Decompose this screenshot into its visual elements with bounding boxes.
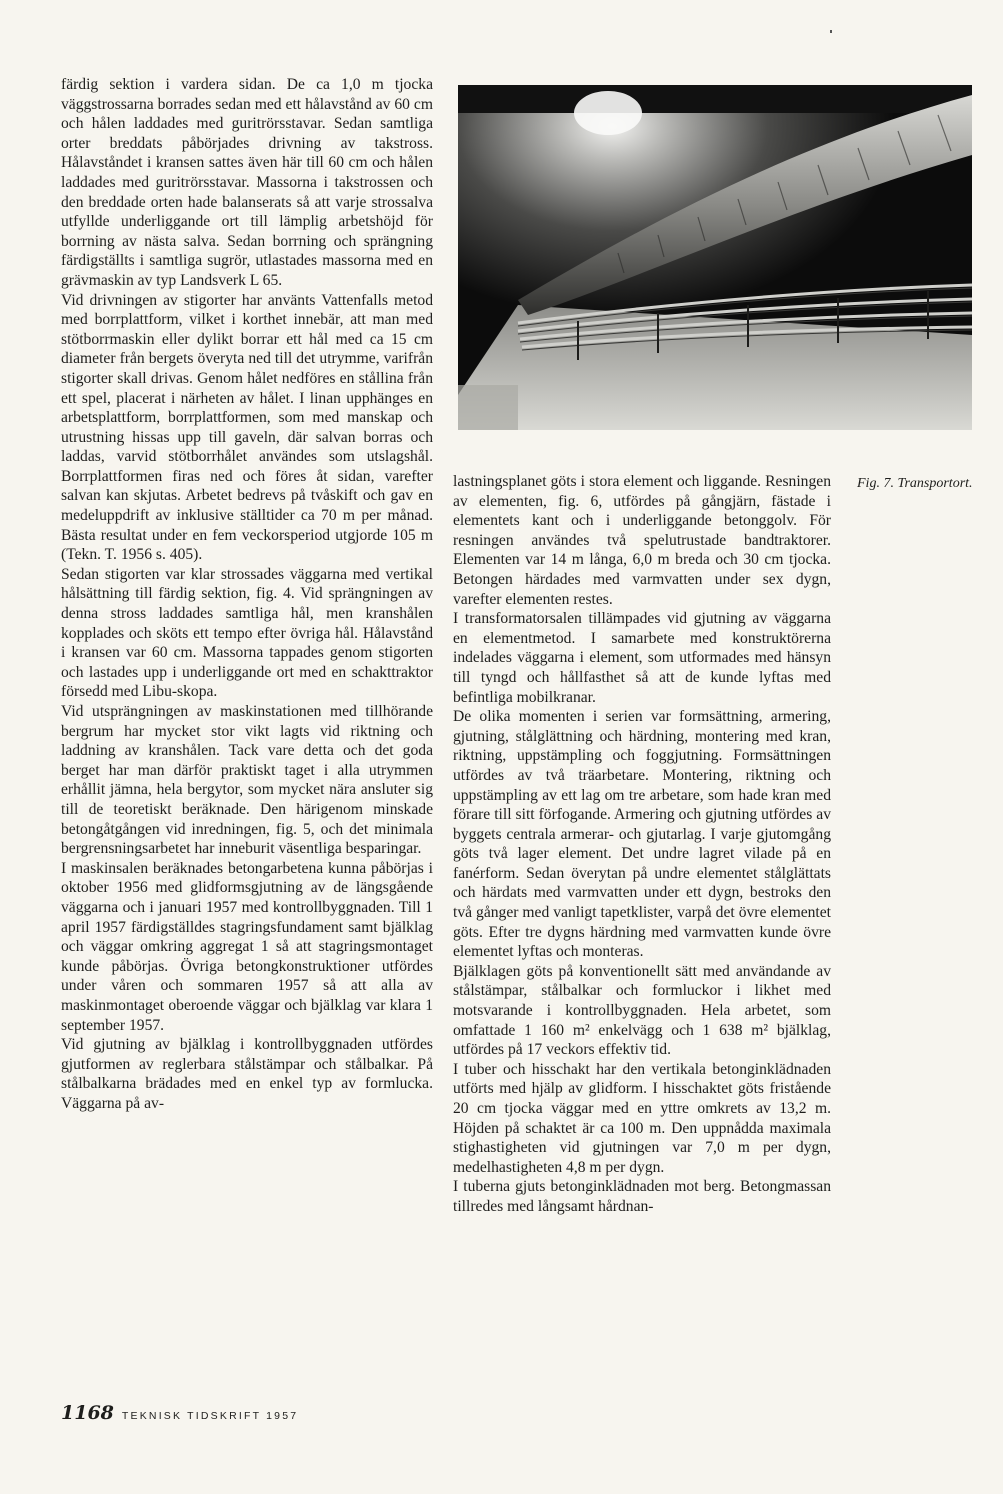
paragraph: I maskinsalen beräknades betongarbetena kunna påbörjas i oktober 1956 med glidformsgjutning av de längsgående väggarna och i januari 1957 med kontrollbyggnaden. Till 1 april 1957 färdigställdes stagringsfundament samt bjälklag och väggar omkring aggregat 1 så att stagringsmontaget kunde påbörjas. Övriga betongkonstruktioner utfördes under våren och sommaren 1957 så att alla av maskinmontaget oberoende väggar och bjälklag var klara 1 september 1957.	[61, 859, 433, 1034]
left-text-column	[61, 75, 433, 1113]
paragraph: Vid utsprängningen av maskinstationen med tillhörande bergrum har mycket stor vikt lagts vid riktning och laddning av kranshålen. Tack vare detta och det goda berget har man därför praktiskt taget i alla utrymmen erhållit jämna, hela bergytor, som mycket nära ansluter sig till de teoretiskt beräknade. Den härigenom minskade betongåtgången vid inredningen, fig. 5, och det minimala bergrensningsarbetet har inneburit väsentliga besparingar.	[61, 703, 433, 858]
journal-title: TEKNISK TIDSKRIFT 1957	[121, 1410, 299, 1422]
paragraph: Vid gjutning av bjälklag i kontrollbyggnaden utfördes gjutformen av reglerbara stålstämpar och stålbalkar. På stålbalkarna brädades med en enkel typ av formlucka. Väggarna på av-	[61, 1036, 433, 1112]
paragraph: färdig sektion i vardera sidan. De ca 1,0 m tjocka väggstrossarna borrades sedan med ett hålavstånd av 60 cm och hålen laddades med guritrörsstavar. Sedan samtliga orter breddats påbörjades drivning av takstross. Hålavståndet i kransen sattes även här till 60 cm och hålen laddades med guritrörsstavar. Massorna i takstrossen och den breddade orten hade balanserats så att varje strossalva utfyllde underliggande ort till lämplig arbetshöjd för borrning av nästa salva. Sedan borrning och sprängning färdigställts i samtliga sugrör, utlastades massorna med en grävmaskin av typ Landsverk L 65.	[61, 76, 433, 289]
page-footer	[61, 1402, 298, 1424]
paragraph: I tuberna gjuts betonginklädnaden mot berg. Betongmassan tillredes med långsamt hårdnan-	[453, 1178, 831, 1215]
right-text-column	[453, 472, 831, 1217]
figure-caption: Fig. 7. Transportort.	[857, 476, 973, 491]
paragraph: Bjälklagen göts på konventionellt sätt med användande av stålstämpar, stålbalkar och formluckor i likhet med motsvarande i kontrollbyggnaden. Hela arbetet, som omfattade 1 160 m² enkelvägg och 1 638 m² bjälklag, utfördes på 17 veckors effektiv tid.	[453, 962, 831, 1059]
paragraph: I transformatorsalen tillämpades vid gjutning av väggarna en elementmetod. I samarbete med konstruktörerna indelades väggarna i element, som utformades med hänsyn till tyngd och hållfasthet så att de kunde lyftas med befintliga mobilkranar.	[453, 610, 831, 706]
tunnel-photo	[458, 85, 972, 430]
paragraph: Vid drivningen av stigorter har använts Vattenfalls metod med borrplattform, vilket i korthet innebär, att man med stötborrmaskin eller dylikt borrar ett hål med ca 15 cm diameter från bergets överyta ned till det utrymme, varifrån stigorter skall drivas. Genom hålet nedföres en stållina från ett spel, placerat i närheten av hålet. I linan upphänges en arbetsplattform, borrplattformen, som med manskap och utrustning hissas upp till gaveln, där salvan borras och laddas, varvid stötborrhålet användes som utslagshål. Borrplattformen firas ned och föres åt sidan, varefter salvan kan skjutas. Arbetet bedrevs på tvåskift och gav en medeluppdrift av inklusive ställtider ca 70 m per månad. Bästa resultat under en fem veckorsperiod utgjorde 105 m (Tekn. T. 1956 s. 405).	[61, 291, 433, 564]
paragraph: Sedan stigorten var klar strossades väggarna med vertikal hålsättning till färdig sektion, fig. 4. Vid sprängningen av denna stross laddades samtliga hål, men kranshålen kopplades och sköts ett tempo efter övriga hål. Hålavstånd i kransen var 60 cm. Massorna tappades genom stigorten och lastades upp i underliggande ort med en schakttraktor försedd med Libu-skopa.	[61, 565, 433, 701]
paragraph: I tuber och hisschakt har den vertikala betonginklädnaden utförts med hjälp av glidform. I hisschaktet göts fristående 20 cm tjocka väggar med en yttre omkrets av 13,2 m. Höjden på schaktet är ca 100 m. Den uppnådda maximala stighastigheten vid gjutningen var 7,0 m per dygn, medelhastigheten 4,8 m per dygn.	[453, 1060, 831, 1176]
paragraph: lastningsplanet göts i stora element och liggande. Resningen av elementen, fig. 6, utfördes på gångjärn, fästade i elementets kant och i underliggande betonggolv. För resningen användes två spelutrustade bandtraktorer. Elementen var 14 m långa, 6,0 m breda och 30 cm tjocka. Betongen härdades med varmvatten under sex dygn, varefter elementen restes.	[453, 473, 831, 608]
paragraph: De olika momenten i serien var formsättning, armering, gjutning, stålglättning och härdning, montering med kran, riktning, uppstämpling och foggjutning. Formsättningen utfördes av två träarbetare. Montering, riktning och uppstämpling av ett lag om tre arbetare, som hade kran med förare till sitt förfogande. Armering och gjutning utfördes av byggets centrala armerar- och gjutarlag. I varje gjutomgång göts två lager element. Det undre lagret vilade på en fanérform. Sedan överytan på undre elementet stålglättats och härdats med varmvatten under ett dygn, bestroks den två gånger med vanligt tapetklister, varpå det övre elementet göts. Efter tre dygns härdning med varmvatten kunde övre elementet lyftas och monteras.	[453, 708, 831, 961]
scan-speck	[830, 30, 832, 33]
page-number: 1168	[61, 1402, 114, 1424]
